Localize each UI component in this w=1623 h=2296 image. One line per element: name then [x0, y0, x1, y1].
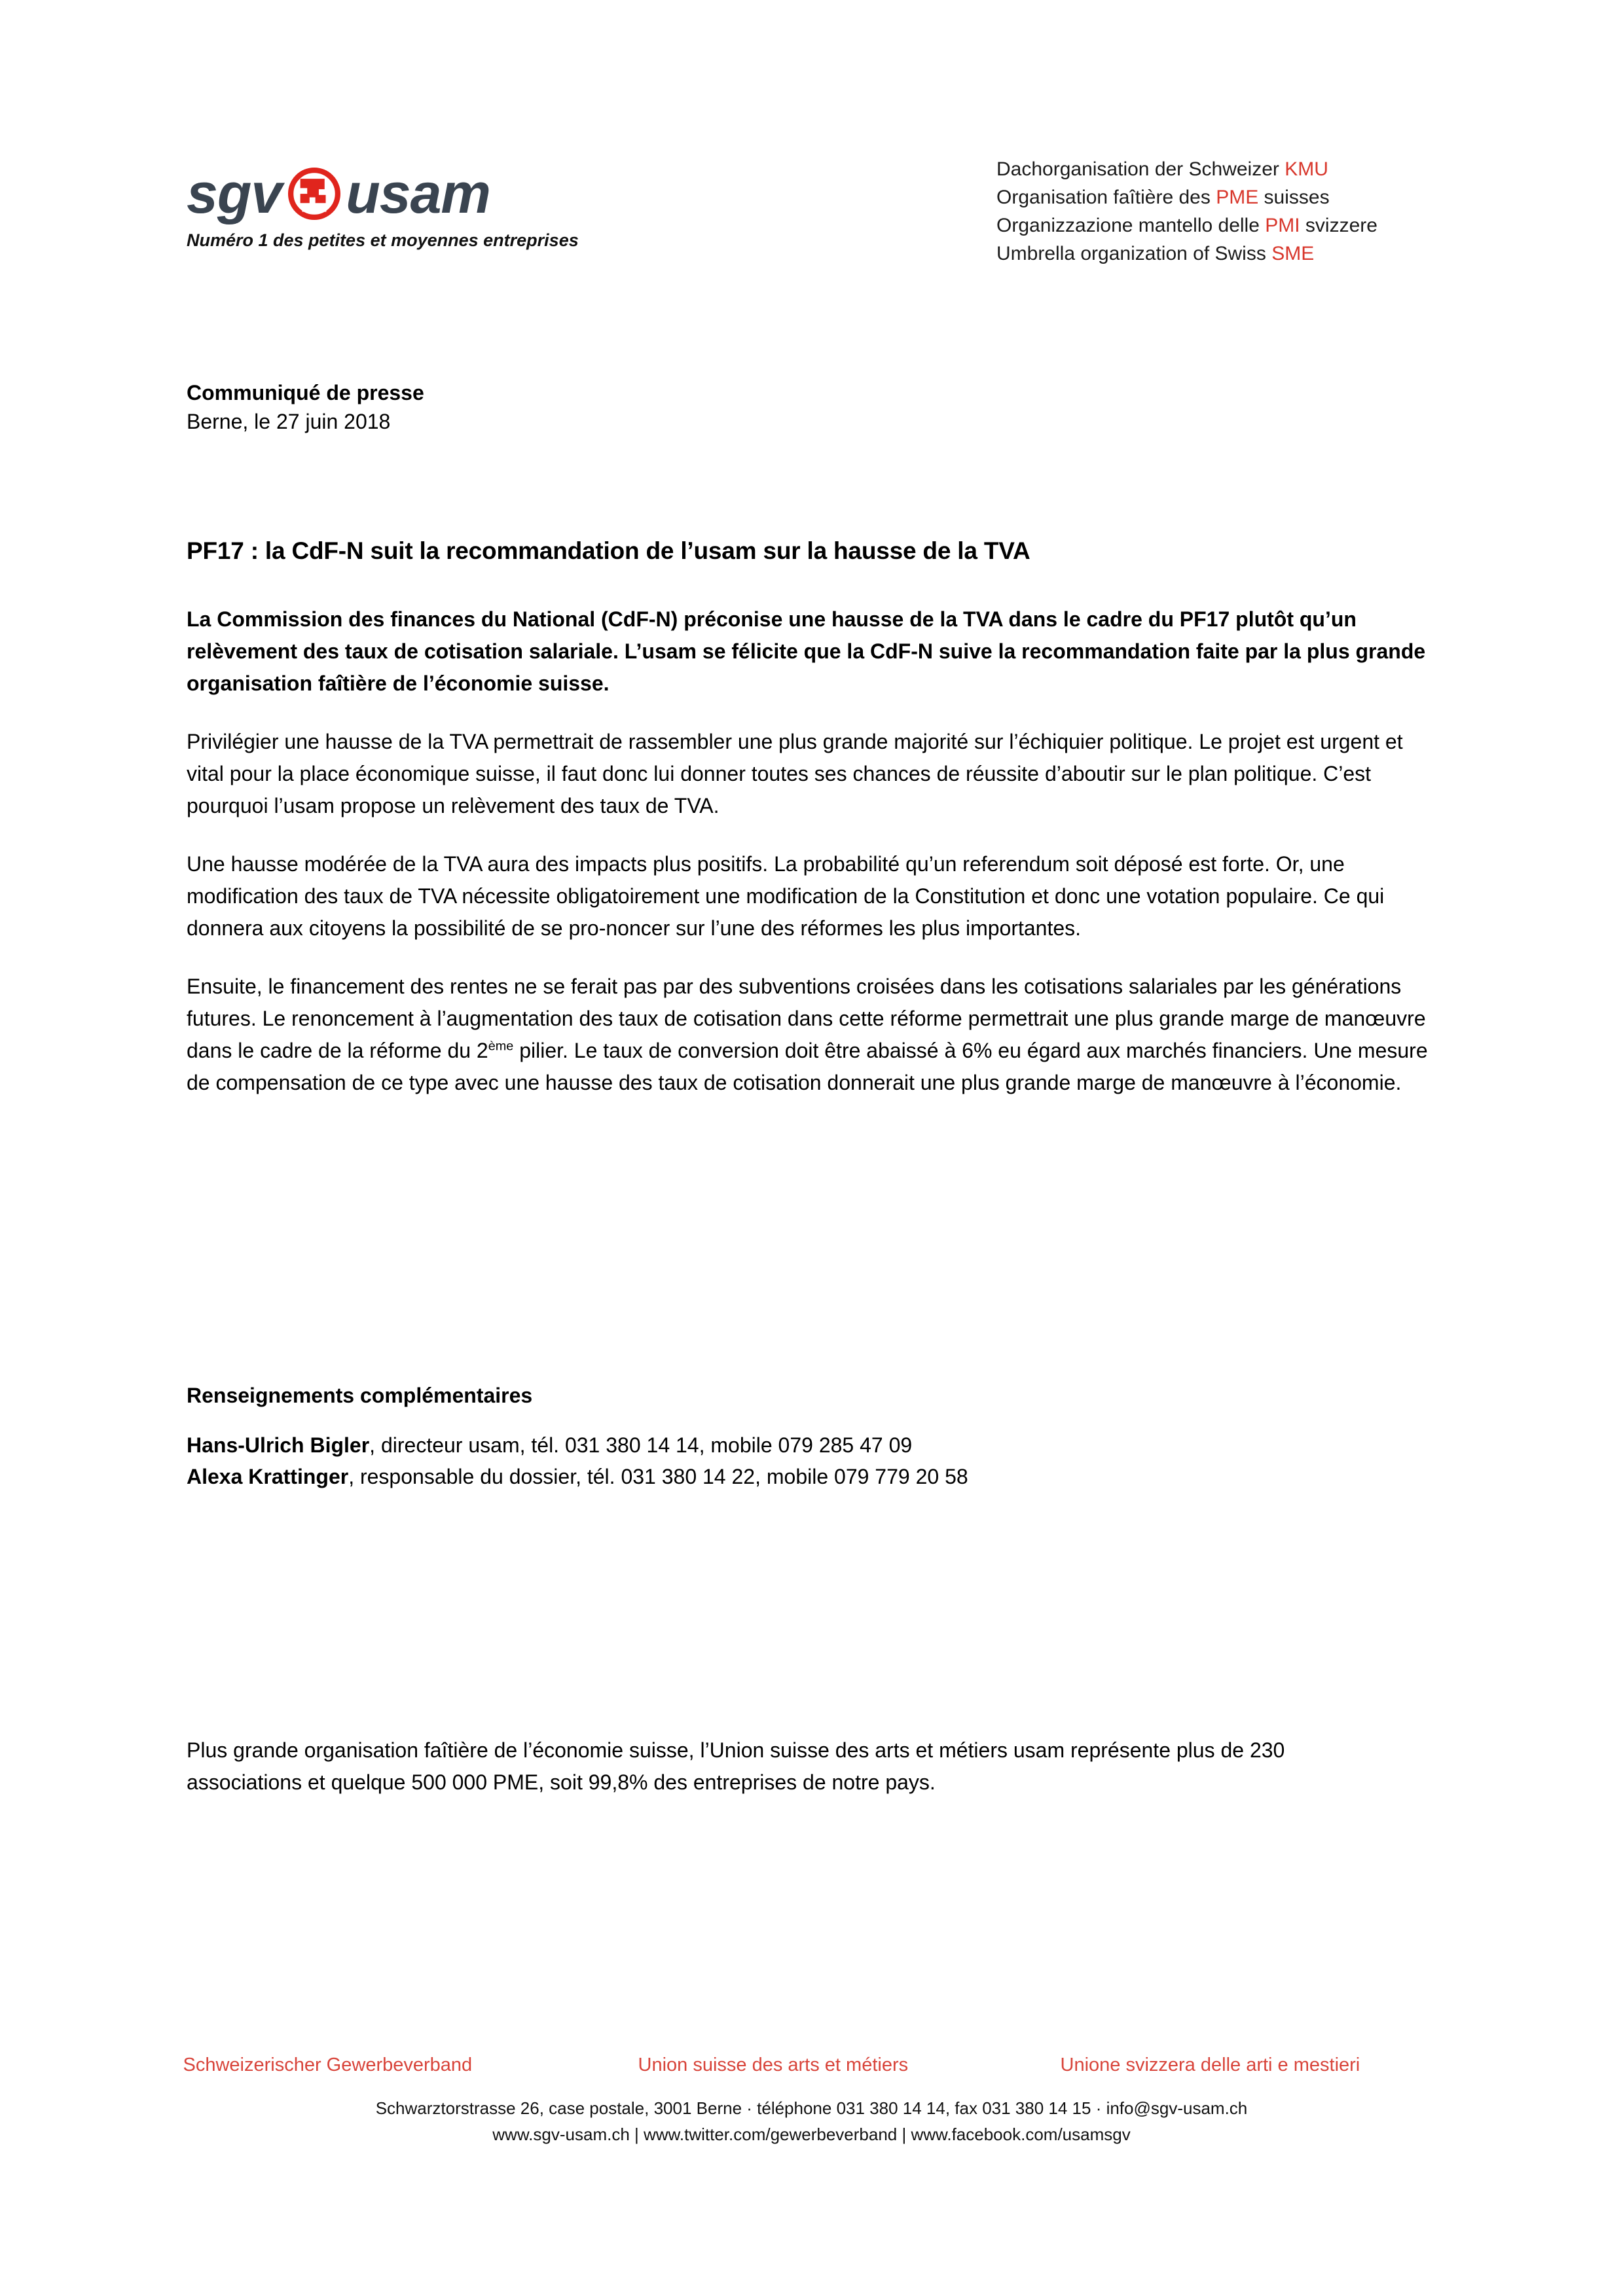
header-language-list — [996, 155, 1377, 268]
contact-person-1-name: Hans-Ulrich Bigler — [187, 1433, 370, 1457]
footer-org-it: Unione svizzera delle arti e mestieri — [1060, 2054, 1360, 2075]
header-language-line-en: Umbrella organization of Swiss SME — [996, 243, 1315, 264]
header-language-line-fr: Organisation faîtière des PME suisses — [996, 187, 1330, 208]
document-body — [187, 603, 1434, 1125]
footer-contact-block — [0, 2095, 1623, 2147]
usam-roundel-icon — [284, 164, 344, 224]
contact-person-2 — [187, 1461, 1434, 1492]
contact-person-1 — [187, 1429, 1434, 1461]
footer-org-de: Schweizerischer Gewerbeverband — [183, 2054, 473, 2075]
header-language-line-it: Organizzazione mantello delle PMI svizzere — [996, 215, 1377, 236]
logo-wordmark — [187, 164, 606, 224]
body-paragraph-2: Une hausse modérée de la TVA aura des impacts plus positifs. La probabilité qu’un referendum soit déposé est forte. Or, une modification des taux de TVA nécessite obligatoirement une modification de la Constitution et donc une votation populaire. Ce qui donnera aux citoyens la possibilité de se pro-noncer sur l’une des réformes les plus importantes. — [187, 852, 1385, 940]
page-title: PF17 : la CdF-N suit la recommandation de l’usam sur la hausse de la TVA — [187, 537, 1030, 564]
footer-links-line: www.sgv-usam.ch | www.twitter.com/gewerbeverband | www.facebook.com/usamsgv — [492, 2125, 1131, 2144]
document-place-date: Berne, le 27 juin 2018 — [187, 410, 391, 433]
accent-sme: SME — [1271, 243, 1315, 264]
contact-section — [187, 1381, 1434, 1492]
contact-person-2-name: Alexa Krattinger — [187, 1465, 349, 1488]
footer-address-line: Schwarztorstrasse 26, case postale, 3001 Berne · téléphone 031 380 14 14, fax 031 380 14 15 · info@sgv-usam.ch — [375, 2098, 1248, 2118]
body-paragraph-1: Privilégier une hausse de la TVA permettrait de rassembler une plus grande majorité sur l’échiquier politique. Le projet est urgent et vital pour la place économique suisse, il faut donc lui donner toutes ses chances de réussite d’aboutir sur le plan politique. C’est pourquoi l’usam propose un relèvement des taux de TVA. — [187, 730, 1403, 817]
logo-text-sgv: sgv — [187, 162, 282, 225]
lead-paragraph: La Commission des finances du National (CdF-N) préconise une hausse de la TVA dans le cadre du PF17 plutôt qu’un relèvement des taux de cotisation salariale. L’usam se félicite que la CdF-N suive la recommandation faite par la plus grande organisation faîtière de l’économie suisse. — [187, 607, 1426, 695]
paragraph-3-before: Ensuite, le financement des rentes ne se ferait pas par des subventions croisées dans les cotisations salariales par les générations futures. Le renoncement à l’augmentation des taux de cotisation dans cette réforme permettrait une plus grande marge de manœuvre dans le cadre de la réforme du 2 — [187, 975, 1426, 1062]
page-footer — [0, 2052, 1623, 2147]
body-paragraph-3 — [187, 971, 1434, 1099]
footer-org-fr: Union suisse des arts et métiers — [638, 2054, 909, 2075]
contact-section-title: Renseignements complémentaires — [187, 1384, 533, 1407]
ordinal-superscript: ème — [488, 1039, 514, 1054]
accent-pmi: PMI — [1265, 215, 1300, 236]
paragraph-3-after: pilier. Le taux de conversion doit être abaissé à 6% eu égard aux marchés financiers. Une mesure de compensation de ce type avec une hausse des taux de cotisation donnerait une plus grande marge de manœuvre à l’économie. — [187, 1039, 1428, 1094]
boilerplate-paragraph: Plus grande organisation faîtière de l’économie suisse, l’Union suisse des arts et métiers usam représente plus de 230 associations et quelque 500 000 PME, soit 99,8% des entreprises de notre pays. — [187, 1738, 1285, 1794]
accent-kmu: KMU — [1285, 158, 1328, 180]
header-language-line-de: Dachorganisation der Schweizer KMU — [996, 158, 1328, 180]
footer-organization-names — [177, 2052, 1447, 2083]
logo-tagline: Numéro 1 des petites et moyennes entreprises — [187, 230, 579, 250]
logo-text-usam: usam — [346, 162, 490, 225]
accent-pme: PME — [1216, 187, 1259, 208]
document-meta — [187, 378, 1431, 436]
usam-logo — [187, 164, 606, 251]
contact-person-1-details: , directeur usam, tél. 031 380 14 14, mobile 079 285 47 09 — [369, 1433, 913, 1457]
contact-person-2-details: , responsable du dossier, tél. 031 380 14 22, mobile 079 779 20 58 — [348, 1465, 968, 1488]
page-header — [0, 147, 1623, 278]
document-kicker: Communiqué de presse — [187, 381, 424, 404]
